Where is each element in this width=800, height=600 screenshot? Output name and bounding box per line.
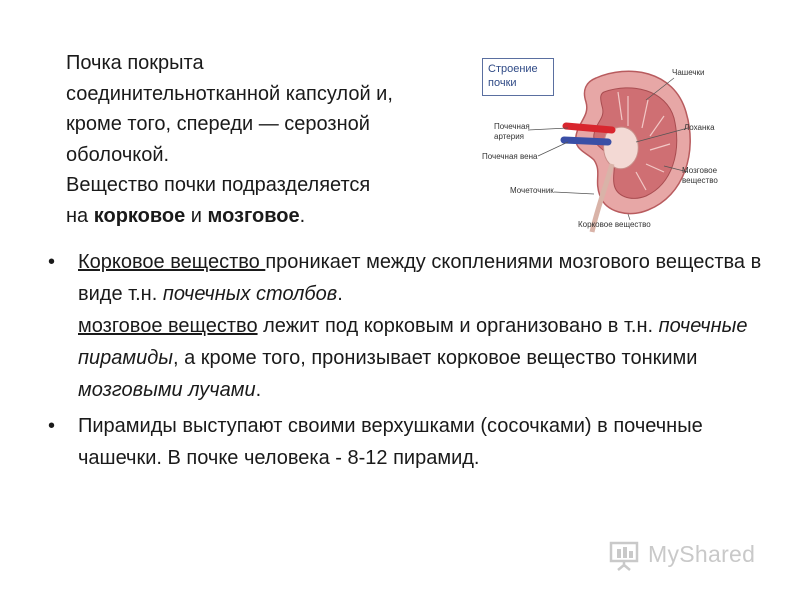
medulla-term: мозговое	[207, 204, 300, 227]
text-span: .	[299, 204, 306, 227]
text-span: и	[185, 204, 208, 227]
intro-line: Почка покрыта	[66, 52, 204, 74]
text-span: проникает между скоплениями мозгового вещества в виде т.н.	[78, 251, 762, 305]
label-artery-line: артерия	[494, 131, 524, 141]
intro-line: соединительнотканной капсулой и,	[66, 82, 393, 105]
renal-pyramids-term: почечные пирамиды	[78, 315, 748, 369]
label-pelvis: Лоханка	[684, 123, 715, 132]
figure-title-line: Строение	[488, 63, 538, 75]
label-artery	[494, 122, 530, 141]
medullary-rays-term: мозговыми лучами	[78, 379, 256, 401]
cortex-term: корковое	[93, 204, 186, 227]
bullet-list	[48, 246, 768, 478]
renal-artery-shape	[566, 126, 612, 130]
figure-title-box	[482, 58, 554, 96]
text-span: .	[337, 283, 343, 305]
text-span: .	[255, 379, 262, 401]
label-artery-line: Почечная	[494, 122, 530, 131]
bullet-dot: •	[48, 251, 56, 273]
medulla-term-underlined: мозговое вещество	[78, 315, 258, 337]
figure-title-line: почки	[488, 77, 517, 89]
cortex-term-underlined: Корковое вещество	[78, 251, 266, 273]
bullet-item	[48, 246, 768, 406]
label-cups: Чашечки	[672, 68, 705, 77]
label-medulla	[682, 166, 718, 185]
label-cortex: Корковое вещество	[578, 220, 651, 229]
watermark-text: MyShared	[648, 541, 756, 567]
text-span: , а кроме того, пронизывает корковое вещество тонкими	[172, 347, 698, 369]
renal-vein-shape	[564, 140, 608, 142]
label-medulla-line: вещество	[682, 175, 718, 185]
kidney-structure-figure	[478, 56, 724, 234]
renal-pelvis-shape	[604, 127, 639, 169]
renal-columns-term: почечных столбов	[162, 283, 338, 305]
bullet-text: Пирамиды выступают своими верхушками (сосочками) в почечные чашечки. В почке человека - 8-12 пирамид.	[78, 415, 703, 469]
label-ureter: Мочеточник	[510, 186, 554, 195]
intro-text	[66, 48, 476, 231]
myshared-watermark[interactable]	[608, 538, 768, 572]
label-vein: Почечная вена	[482, 152, 538, 161]
bullet-item	[48, 410, 768, 474]
presentation-board-icon	[608, 540, 642, 572]
intro-line: Вещество почки подразделяется	[66, 174, 371, 196]
intro-line	[66, 201, 476, 232]
text-span: лежит под корковым и организовано в т.н.	[257, 315, 659, 337]
intro-line: оболочкой.	[66, 143, 170, 166]
intro-line: кроме того, спереди — серозной	[66, 113, 370, 135]
text-span: на	[66, 204, 94, 227]
bullet-dot: •	[48, 415, 56, 437]
label-medulla-line: Мозговое	[682, 166, 718, 175]
